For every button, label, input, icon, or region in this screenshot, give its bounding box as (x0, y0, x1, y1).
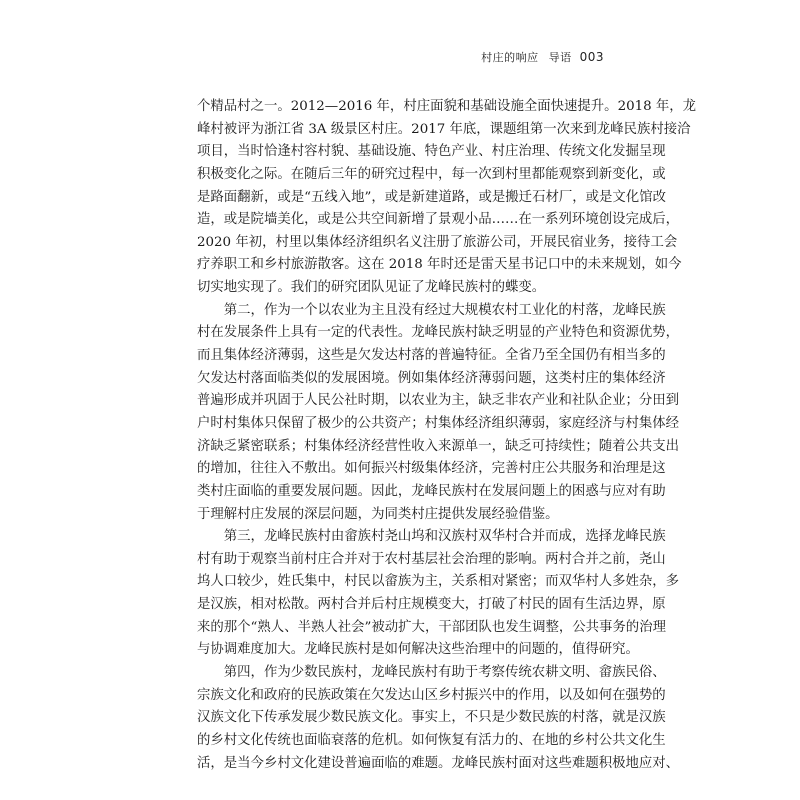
text-line: 普遍形成并巩固于人民公社时期，以农业为主，缺乏非农产业和社队企业；分田到 (197, 393, 680, 409)
text-line: 疗养职工和乡村旅游散客。这在 2018 年时还是雷天星书记口中的未来规划，如今 (197, 257, 682, 273)
text-line: 切实地实现了。我们的研究团队见证了龙峰民族村的蝶变。 (197, 280, 546, 296)
text-line: 村在发展条件上具有一定的代表性。龙峰民族村缺乏明显的产业特色和资源优势， (197, 325, 680, 341)
text-line: 第三，龙峰民族村由畲族村尧山坞和汉族村双华村合并而成，选择龙峰民族 (197, 529, 666, 545)
text-line: 济缺乏紧密联系；村集体经济经营性收入来源单一，缺乏可持续性；随着公共支出 (197, 438, 680, 454)
text-line: 与协调难度加大。龙峰民族村是如何解决这些治理中的问题的，值得研究。 (197, 642, 639, 658)
text-line: 是汉族，相对松散。两村合并后村庄规模变大，打破了村民的固有生活边界，原 (197, 597, 666, 613)
text-line: 第四，作为少数民族村，龙峰民族村有助于考察传统农耕文明、畲族民俗、 (197, 665, 666, 681)
section-title: 导语 (548, 51, 572, 64)
text-line: 积极变化之际。在随后三年的研究过程中，每一次到村里都能观察到新变化，或 (197, 166, 666, 182)
text-line: 活，是当今乡村文化建设普遍面临的难题。龙峰民族村面对这些难题积极地应对、 (197, 755, 680, 771)
text-line: 峰村被评为浙江省 3A 级景区村庄。2017 年底，课题组第一次来到龙峰民族村接洽 (197, 121, 691, 137)
body-text (197, 96, 697, 775)
text-line: 项目，当时恰逢村容村貌、基础设施、特色产业、村庄治理、传统文化发掘呈现 (197, 144, 666, 160)
text-line: 个精品村之一。2012—2016 年，村庄面貌和基础设施全面快速提升。2018 年，龙 (197, 99, 697, 114)
text-line: 坞人口较少，姓氏集中，村民以畲族为主，关系相对紧密；而双华村人多姓杂，多 (197, 574, 680, 590)
text-line: 户时村集体只保留了极少的公共资产；村集体经济组织薄弱，家庭经济与村集体经 (197, 415, 680, 431)
running-head (481, 49, 604, 65)
text-line: 来的那个“熟人、半熟人社会”被动扩大，干部团队也发生调整，公共事务的治理 (197, 619, 666, 635)
text-line: 于理解村庄发展的深层问题，为同类村庄提供发展经验借鉴。 (197, 506, 559, 522)
chapter-title: 村庄的响应 (481, 51, 539, 64)
text-line: 类村庄面临的重要发展问题。因此，龙峰民族村在发展问题上的困惑与应对有助 (197, 483, 666, 499)
text-line: 2020 年初，村里以集体经济组织名义注册了旅游公司，开展民宿业务，接待工会 (197, 234, 678, 250)
text-line: 而且集体经济薄弱，这些是欠发达村落的普遍特征。全省乃至全国仍有相当多的 (197, 348, 666, 364)
text-line: 宗族文化和政府的民族政策在欠发达山区乡村振兴中的作用，以及如何在强势的 (197, 687, 666, 703)
text-line: 造，或是院墙美化，或是公共空间新增了景观小品……在一系列环境创设完成后， (197, 212, 680, 228)
text-line: 的乡村文化传统也面临衰落的危机。如何恢复有活力的、在地的乡村公共文化生 (197, 732, 666, 748)
text-line: 村有助于观察当前村庄合并对于农村基层社会治理的影响。两村合并之前，尧山 (197, 551, 666, 567)
text-line: 的增加，往往入不敷出。如何振兴村级集体经济，完善村庄公共服务和治理是这 (197, 461, 666, 477)
page-number: 003 (579, 50, 604, 64)
text-line: 汉族文化下传承发展少数民族文化。事实上，不只是少数民族的村落，就是汉族 (197, 710, 666, 726)
text-line: 第二，作为一个以农业为主且没有经过大规模农村工业化的村落，龙峰民族 (197, 302, 666, 318)
text-line: 欠发达村落面临类似的发展困境。例如集体经济薄弱问题，这类村庄的集体经济 (197, 370, 666, 386)
text-line: 是路面翻新，或是“五线入地”，或是新建道路，或是搬迁石材厂，或是文化馆改 (197, 189, 666, 205)
